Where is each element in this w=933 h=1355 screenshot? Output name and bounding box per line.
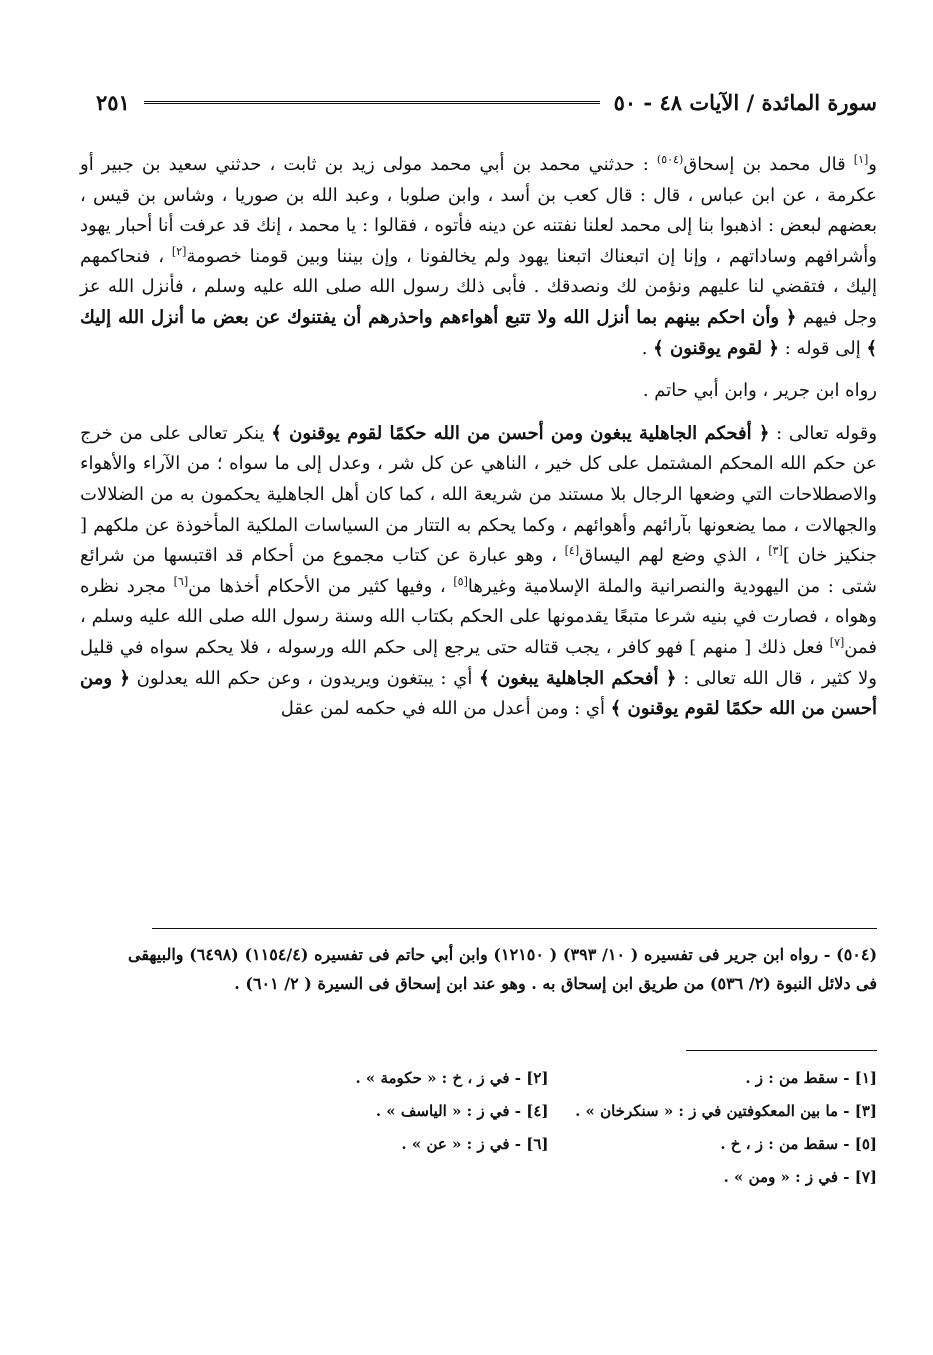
note-marker: (٥٠٤) <box>656 153 684 166</box>
quran-verse: ﴿ وأن احكم بينهم بما أنزل الله ولا تتبع أهواءهم واحذرهم أن يفتنوك عن بعض ما أنزل الله إليك ﴾ <box>80 306 877 359</box>
text-run: ، وفيها كثير من الأحكام أخذها من <box>188 575 454 597</box>
note-item: [٦] - في ز : « عن » . <box>401 1135 549 1153</box>
text-run: : حدثني محمد بن أبي محمد مولى زيد بن ثابت ، حدثني سعيد بن جبير أو عكرمة ، عن ابن عباس ، قال : قال كعب بن أسد ، وابن صلوبا ، وعبد الله بن صوريا ، وشاس بن قيس ، بعضهم لبعض : اذهبوا بنا إلى محمد لعلنا نفتنه عن دينه فأتوه ، فقالوا : يا محمد ، إنك قد عرفت أنا أحبار يهود وأشرافهم وساداتهم ، وإنا إن اتبعناك اتبعنا يهود ولم يخالفونا ، وإن بيننا وبين قومنا خصومة <box>80 154 877 267</box>
note-item: [٢] - في ز ، خ : « حكومة » . <box>355 1069 549 1087</box>
note-item: [١] - سقط من : ز . <box>745 1069 877 1087</box>
notes-divider <box>686 1050 877 1051</box>
quran-verse: ﴿ لقوم يوقنون ﴾ <box>653 337 779 359</box>
header-rule <box>144 101 600 104</box>
source-footnote: (٥٠٤) - رواه ابن جرير فى تفسيره ( ١٠/ ٣٩٣) ( ١٢١٥٠) وابن أبي حاتم فى تفسيره (١١٥٤/٤) (٦٤٩٨) والبيهقى فى دلائل النبوة (٢/ ٥٣٦) من طريق ابن إسحاق به . وهو عند ابن إسحاق فى السيرة ( ٢/ ٦٠١) . <box>128 945 878 993</box>
note-marker: [٦] <box>173 574 189 588</box>
body-paragraph <box>80 419 877 725</box>
text-run: ، فنحاكمهم إليك ، فتقضي لنا عليهم ونؤمن لك ونصدقك . فأبى ذلك رسول الله صلى الله عليه وسلم ، فأنزل الله عز وجل فيهم <box>80 245 877 328</box>
text-run: و <box>868 154 877 175</box>
note-item: [٣] - ما بين المعكوفتين في ز : « سنكرخان » . <box>575 1102 877 1120</box>
note-marker: [٧] <box>829 635 845 649</box>
note-marker: [٥] <box>453 574 468 588</box>
main-text <box>80 150 877 737</box>
page-header <box>96 82 877 122</box>
note-marker: [٢] <box>171 244 187 258</box>
note-item: [٥] - سقط من : ز ، خ . <box>720 1135 877 1153</box>
text-run: ، وهو عبارة عن كتاب مجموع من أحكام قد اقتبسها من شرائع شتى : من اليهودية والنصرانية والملة الإسلامية وغيرها <box>80 545 878 597</box>
text-run: فعل ذلك [ منهم ] فهو كافر ، يجب قتاله حتى يرجع إلى حكم الله ورسوله ، فلا يحكم سواه في قليل ولا كثير ، قال الله تعالى : <box>80 636 877 689</box>
quran-verse: ﴿ أفحكم الجاهلية يبغون ﴾ <box>479 667 677 689</box>
text-run: إلى قوله : <box>778 337 867 359</box>
note-marker: [١] <box>853 153 869 166</box>
quran-verse: ﴿ ومن أحسن من الله حكمًا لقوم يوقنون ﴾ <box>80 667 877 720</box>
text-run: رواه ابن جرير ، وابن أبي حاتم . <box>642 380 877 402</box>
editorial-notes <box>240 1064 877 1192</box>
note-marker: [٣] <box>768 544 783 558</box>
text-run: أي : يبتغون ويريدون ، وعن حكم الله يعدلون <box>129 667 480 689</box>
quran-verse: ﴿ أفحكم الجاهلية يبغون ومن أحسن من الله حكمًا لقوم يوقنون ﴾ <box>271 422 770 444</box>
text-run: مجرد نظره وهواه ، فصارت في بنيه شرعا متبعًا يقدمونها على الحكم بكتاب الله وسنة رسول الله صلى الله عليه وسلم ، فمن <box>80 575 877 658</box>
text-run: وقوله تعالى : <box>769 422 878 444</box>
note-marker: [٤] <box>564 544 580 558</box>
footnote-divider <box>152 928 877 929</box>
note-item: [٧] - في ز : « ومن » . <box>723 1168 877 1186</box>
surah-title: سورة المائدة / الآيات ٤٨ - ٥٠ <box>613 89 877 115</box>
page-number: ٢٥١ <box>96 89 130 115</box>
text-run: . <box>641 337 654 359</box>
note-item: [٤] - في ز : « الياسف » . <box>375 1102 549 1120</box>
body-paragraph <box>80 150 877 364</box>
body-paragraph <box>80 376 877 407</box>
text-run: قال محمد بن إسحاق <box>683 154 854 175</box>
text-run: أي : ومن أعدل من الله في حكمه لمن عقل <box>280 698 611 720</box>
text-run: ، الذي وضع لهم اليساق <box>579 545 769 567</box>
text-run: ينكر تعالى على من خرج عن حكم الله المحكم المشتمل على كل خير ، الناهي عن كل شر ، وعدل إلى ما سواه ؛ من الآراء والأهواء والاصطلاحات التي وضعها الرجال بلا مستند من شريعة الله ، كما كان أهل الجاهلية يحكمون به من الضلالات والجهالات ، مما يضعونها بآرائهم وأهوائهم ، وكما يحكم به التتار من السياسات الملكية المأخوذة عن ملكهم [ جنكيز خان ] <box>80 422 877 567</box>
